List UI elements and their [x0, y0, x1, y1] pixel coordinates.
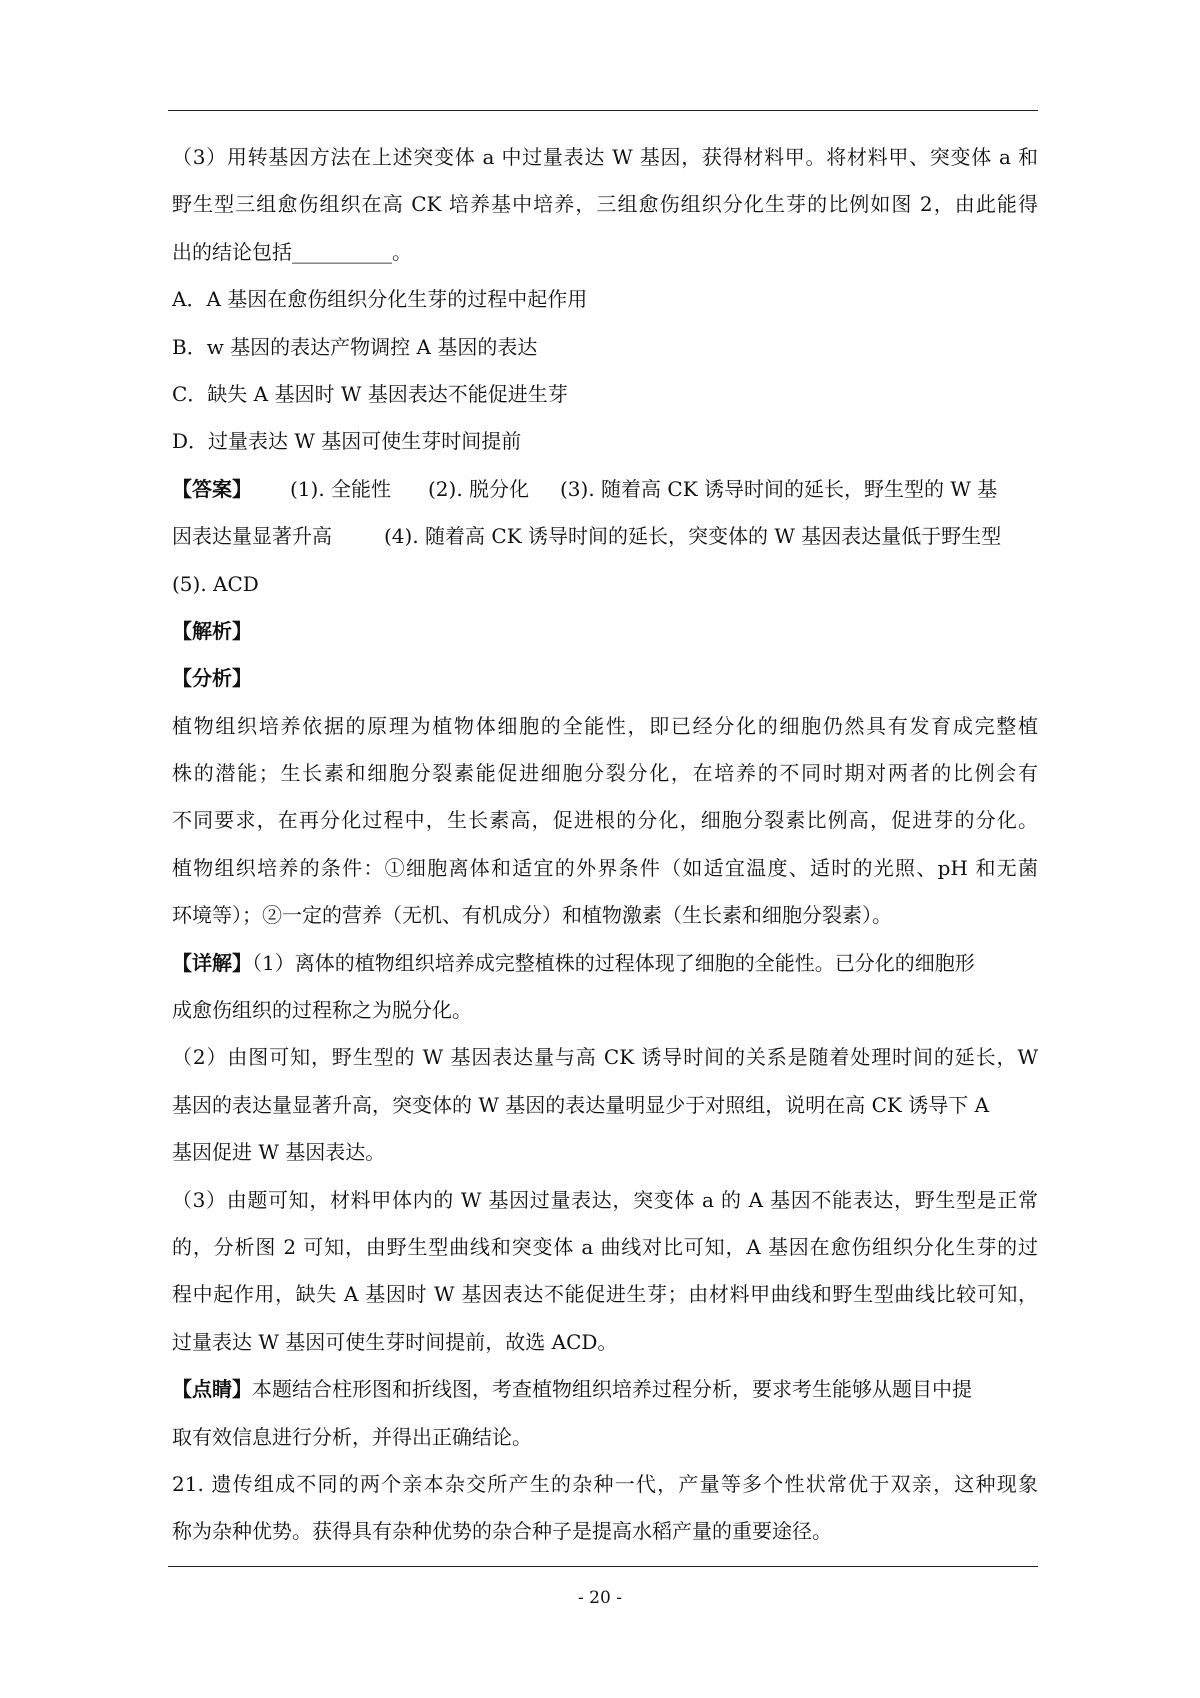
- option-d: D．过量表达 W 基因可使生芽时间提前: [172, 429, 522, 454]
- option-c: C．缺失 A 基因时 W 基因表达不能促进生芽: [172, 381, 568, 406]
- question-21-line-2: 称为杂种优势。获得具有杂种优势的杂合种子是提高水稻产量的重要途径。: [172, 1519, 832, 1544]
- dianjing-tag: 【点睛】: [172, 1377, 252, 1402]
- part2-line-1: （2）由图可知，野生型的 W 基因表达量与高 CK 诱导时间的关系是随着处理时间的延长，W: [172, 1045, 1038, 1070]
- dianjing-line-2: 取有效信息进行分析，并得出正确结论。: [172, 1424, 532, 1449]
- answer-tag: 【答案】: [172, 476, 252, 501]
- option-a: A．A 基因在愈伤组织分化生芽的过程中起作用: [172, 287, 588, 312]
- dianjing-line-1: [172, 1366, 1038, 1413]
- detail-tag: 【详解】: [172, 950, 252, 975]
- question-3-line-1: （3）用转基因方法在上述突变体 a 中过量表达 W 基因，获得材料甲。将材料甲、突变体 a 和: [172, 145, 1038, 169]
- question-3-line-3: 出的结论包括__________。: [172, 239, 412, 264]
- dianjing-text: 本题结合柱形图和折线图，考查植物组织培养过程分析，要求考生能够从题目中提: [252, 1377, 972, 1402]
- part3-line-2: 的，分析图 2 可知，由野生型曲线和突变体 a 曲线对比可知，A 基因在愈伤组织分化生芽的过: [172, 1234, 1038, 1259]
- analysis-line-1: 植物组织培养依据的原理为植物体细胞的全能性，即已经分化的细胞仍然具有发育成完整植: [172, 713, 1038, 738]
- analysis-line-5: 环境等）；②一定的营养（无机、有机成分）和植物激素（生长素和细胞分裂素）。: [172, 903, 892, 928]
- answer-4: (4). 随着高 CK 诱导时间的延长，突变体的 W 基因表达量低于野生型: [384, 524, 1002, 549]
- part3-line-4: 过量表达 W 基因可使生芽时间提前，故选 ACD。: [172, 1329, 618, 1354]
- answer-2: (2). 脱分化: [428, 476, 530, 501]
- footer-rule: [168, 1566, 1038, 1567]
- analysis-line-2: 株的潜能；生长素和细胞分裂素能促进细胞分裂分化，在培养的不同时期对两者的比例会有: [172, 761, 1038, 786]
- detail-text: （1）离体的植物组织培养成完整植株的过程体现了细胞的全能性。已分化的细胞形: [252, 950, 975, 975]
- answer-5: (5). ACD: [172, 571, 259, 596]
- page-content: [172, 134, 1038, 1556]
- analysis-line-3: 不同要求，在再分化过程中，生长素高，促进根的分化，细胞分裂素比例高，促进芽的分化。: [172, 808, 1038, 833]
- answer-line-1: [172, 466, 1038, 513]
- answer-line-2: [172, 513, 1038, 560]
- answer-3: (3). 随着高 CK 诱导时间的延长，野生型的 W 基: [560, 476, 998, 501]
- part2-line-3: 基因促进 W 基因表达。: [172, 1140, 386, 1165]
- jiexi-heading: 【解析】: [172, 618, 252, 643]
- answer-1: (1). 全能性: [290, 476, 392, 501]
- fenxi-heading: 【分析】: [172, 666, 252, 691]
- part2-line-2: 基因的表达量显著升高，突变体的 W 基因的表达量明显少于对照组，说明在高 CK 诱导下 A: [172, 1092, 990, 1117]
- detail-line-1: [172, 940, 1038, 987]
- question-21-line-1: 21. 遗传组成不同的两个亲本杂交所产生的杂种一代，产量等多个性状常优于双亲，这种现象: [172, 1471, 1038, 1496]
- page-number: - 20 -: [578, 1588, 622, 1608]
- part3-line-1: （3）由题可知，材料甲体内的 W 基因过量表达，突变体 a 的 A 基因不能表达，野生型是正常: [172, 1187, 1038, 1212]
- part3-line-3: 程中起作用，缺失 A 基因时 W 基因表达不能促进生芽；由材料甲曲线和野生型曲线比较可知，: [172, 1282, 1038, 1307]
- option-b: B．w 基因的表达产物调控 A 基因的表达: [172, 334, 538, 359]
- detail-line-2: 成愈伤组织的过程称之为脱分化。: [172, 998, 472, 1023]
- question-3-line-2: 野生型三组愈伤组织在高 CK 培养基中培养，三组愈伤组织分化生芽的比例如图 2，由此能得: [172, 192, 1038, 217]
- answer-3-cont: 因表达量显著升高: [172, 524, 332, 549]
- header-rule: [168, 110, 1038, 111]
- analysis-line-4: 植物组织培养的条件：①细胞离体和适宜的外界条件（如适宜温度、适时的光照、pH 和无菌: [172, 855, 1038, 880]
